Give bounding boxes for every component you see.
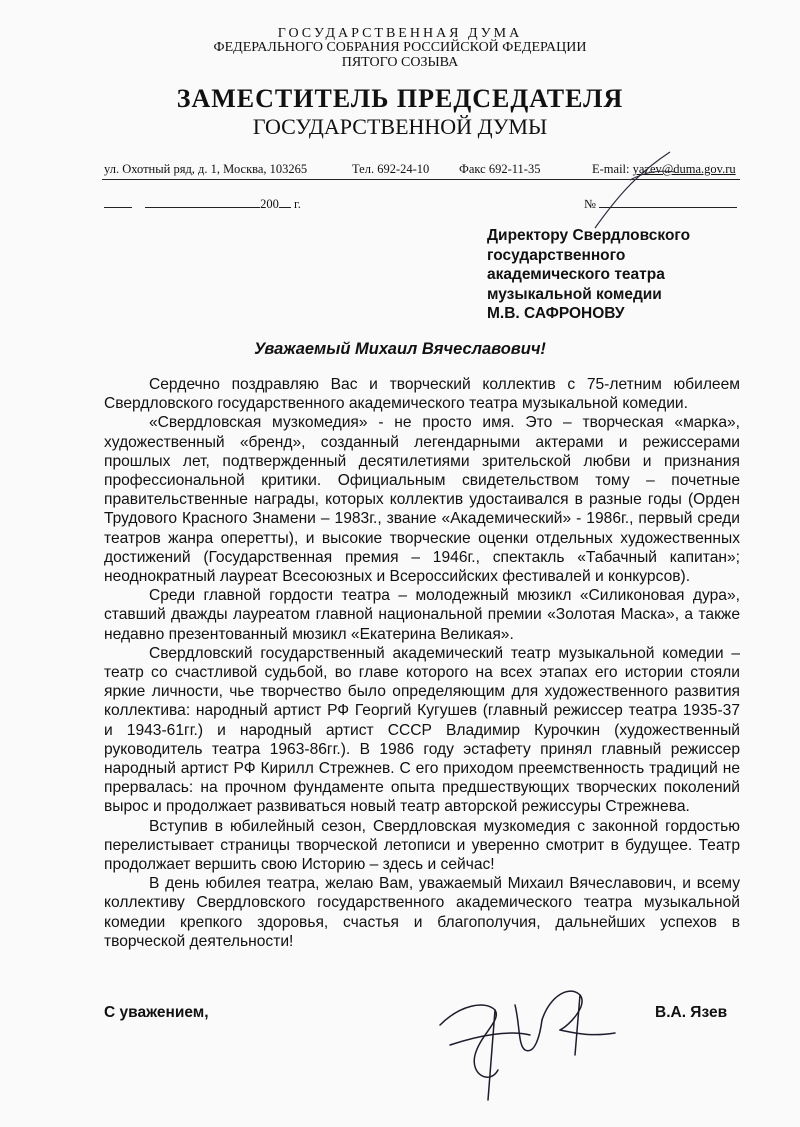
addressee-line: музыкальной комедии (487, 285, 662, 303)
letterhead-title: ЗАМЕСТИТЕЛЬ ПРЕДСЕДАТЕЛЯ (176, 84, 624, 113)
handwritten-mark (575, 150, 685, 230)
handwritten-signature (420, 975, 630, 1105)
letter-body (104, 375, 740, 951)
paragraph: В день юбилея театра, желаю Вам, уважаемый Михаил Вячеславович, и всему коллективу Свердловского государственного академического театра музыкальной комедии крепкого здоровья, счастья и благополучия, дальнейших успехов в творческой деятельности! (104, 875, 740, 950)
addressee-name: М.В. САФРОНОВУ (487, 305, 625, 322)
paragraph: Среди главной гордости театра – молодежный мюзикл «Силиконовая дура», ставший дважды лауреатом главной национальной премии «Золотая Маска», а также недавно презентованный мюзикл «Екатерина Великая». (104, 587, 740, 643)
email-label: E-mail: (592, 162, 630, 176)
contact-fax: Факс 692-11-35 (459, 162, 541, 176)
paragraph: Вступив в юбилейный сезон, Свердловская музкомедия с законной гордостью перелистывает страницы творческой летописи и уверенно смотрит в будущее. Театр продолжает вершить свою Историю – здесь и сейчас! (104, 817, 740, 874)
date-month-blank (145, 196, 260, 208)
paragraph: Свердловский государственный академический театр музыкальной комедии – театр со счастливой судьбой, во главе которого на всех этапах его истории стояли яркие личности, чье творчество было определяющим для художественного развития коллектива: народный артист РФ Георгий Кугушев (главный режиссер театра 1935-37 и 1943-61гг.) и народный артист СССР Владимир Курочкин (художественный руководитель театра 1963-86гг.). В 1986 году эстафету принял главный режиссер народный артист РФ Кирилл Стрежнев. С его приходом преемственность традиций не прервалась: на прочном фундаменте опыта предшествующих творческих поколений вырос и продолжает развиваться новый театр авторской режиссуры Стрежнева. (104, 644, 740, 816)
addressee-line: академического театра (487, 266, 665, 283)
addressee-line: Директору Свердловского (487, 227, 691, 244)
contact-address: ул. Охотный ряд, д. 1, Москва, 103265 (104, 162, 308, 176)
header-assembly: ФЕДЕРАЛЬНОГО СОБРАНИЯ РОССИЙСКОЙ ФЕДЕРАЦИИ (213, 40, 587, 55)
number-label: № (584, 197, 596, 211)
date-year: 200 (260, 197, 279, 211)
addressee-block (487, 226, 690, 324)
paragraph: Сердечно поздравляю Вас и творческий коллектив с 75-летним юбилеем Свердловского государственного академического театра музыкальной комедии. (104, 376, 740, 413)
letterhead-subtitle: ГОСУДАРСТВЕННОЙ ДУМЫ (252, 114, 548, 139)
date-field (104, 196, 301, 212)
paragraph: «Свердловская музкомедия» - не просто имя. Это – творческая «марка», художественный «бренд», созданный легендарными актерами и режиссерами прошлых лет, подтвержденный десятилетиями зрительской любви и признания профессиональной критики. Официальным свидетельством тому – почетные правительственные награды, которых коллектив удостаивался в разные годы (Орден Трудового Красного Знамени – 1983г., звание «Академический» - 1986г., первый среди театров жанра оперетты), и высокие творческие оценки отдельных художественных достижений (Государственная премия – 1946г., спектакль «Табачный капитан»; неоднократный лауреат Всесоюзных и Всероссийских фестивалей и конкурсов). (104, 414, 740, 586)
signer-name: В.А. Язев (655, 1004, 728, 1021)
contact-phone: Тел. 692-24-10 (352, 162, 430, 176)
date-year-blank (279, 196, 291, 208)
closing: С уважением, (104, 1004, 209, 1021)
addressee-line: государственного (487, 246, 626, 264)
date-year-suffix: г. (294, 197, 301, 211)
date-day-blank (104, 196, 132, 208)
header-convocation: ПЯТОГО СОЗЫВА (341, 55, 459, 70)
header-organization: ГОСУДАРСТВЕННАЯ ДУМА (277, 26, 523, 41)
email-link[interactable]: yazev@duma.gov.ru (632, 162, 736, 176)
salutation: Уважаемый Михаил Вячеславович! (254, 340, 546, 358)
